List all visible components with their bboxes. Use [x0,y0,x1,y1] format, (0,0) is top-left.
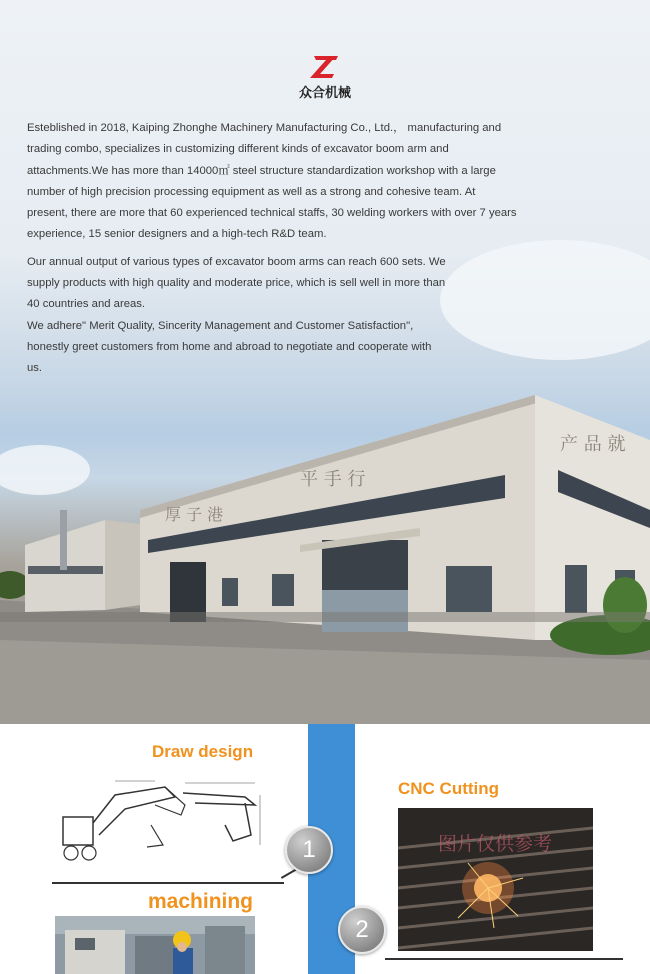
cnc-cutting-photo [398,808,593,951]
design-drawing [55,775,270,875]
logo-icon [290,52,360,82]
step-number-2: 2 [338,906,386,954]
cnc-overlay-text: 图片仅供参考 [438,833,553,855]
intro-paragraph-2: Our annual output of various types of excavator boom arms can reach 600 sets. We supply products with high quality and moderate price, which is sell well in more than 40 countries and areas. [27,255,446,311]
machining-workshop-image [55,916,255,974]
step-2-line [385,958,623,960]
machining-photo [55,916,255,974]
logo-text: 众合机械 [298,86,351,101]
cnc-sparks-image [398,808,593,951]
factory-sign-right: 产 品 就 [560,434,626,455]
step-title-draw-design: Draw design [152,742,254,761]
intro-paragraph-3: We adhere" Merit Quality, Sincerity Management and Customer Satisfaction", honestly greet customers from home and abroad to negotiate and cooperate with us. [27,319,432,375]
company-logo [290,52,360,102]
factory-sign-middle: 平 手 行 [300,469,366,490]
factory-sign-left: 厚 子 港 [165,505,224,524]
step-title-machining: machining [148,890,254,913]
step-number-1: 1 [285,826,333,874]
excavator-drawing-icon [55,775,270,875]
step-title-cnc-cutting: CNC Cutting [398,779,500,798]
intro-paragraph-1: Esteblished in 2018, Kaiping Zhonghe Machinery Manufacturing Co., Ltd.， manufacturing and trading combo, specializes in customizing different kinds of excavator boom arm and attachments.We has more than 14000㎡ steel structure standardization workshop with a large number of high precision processing equipment as well as a strong and cohesive team. At present, there are more that 60 experienced technical staffs, 30 welding workers with over 7 years experience, 15 senior designers and a high-tech R&D team. [27,122,517,241]
company-intro [27,118,517,386]
step-1-line [52,882,284,884]
